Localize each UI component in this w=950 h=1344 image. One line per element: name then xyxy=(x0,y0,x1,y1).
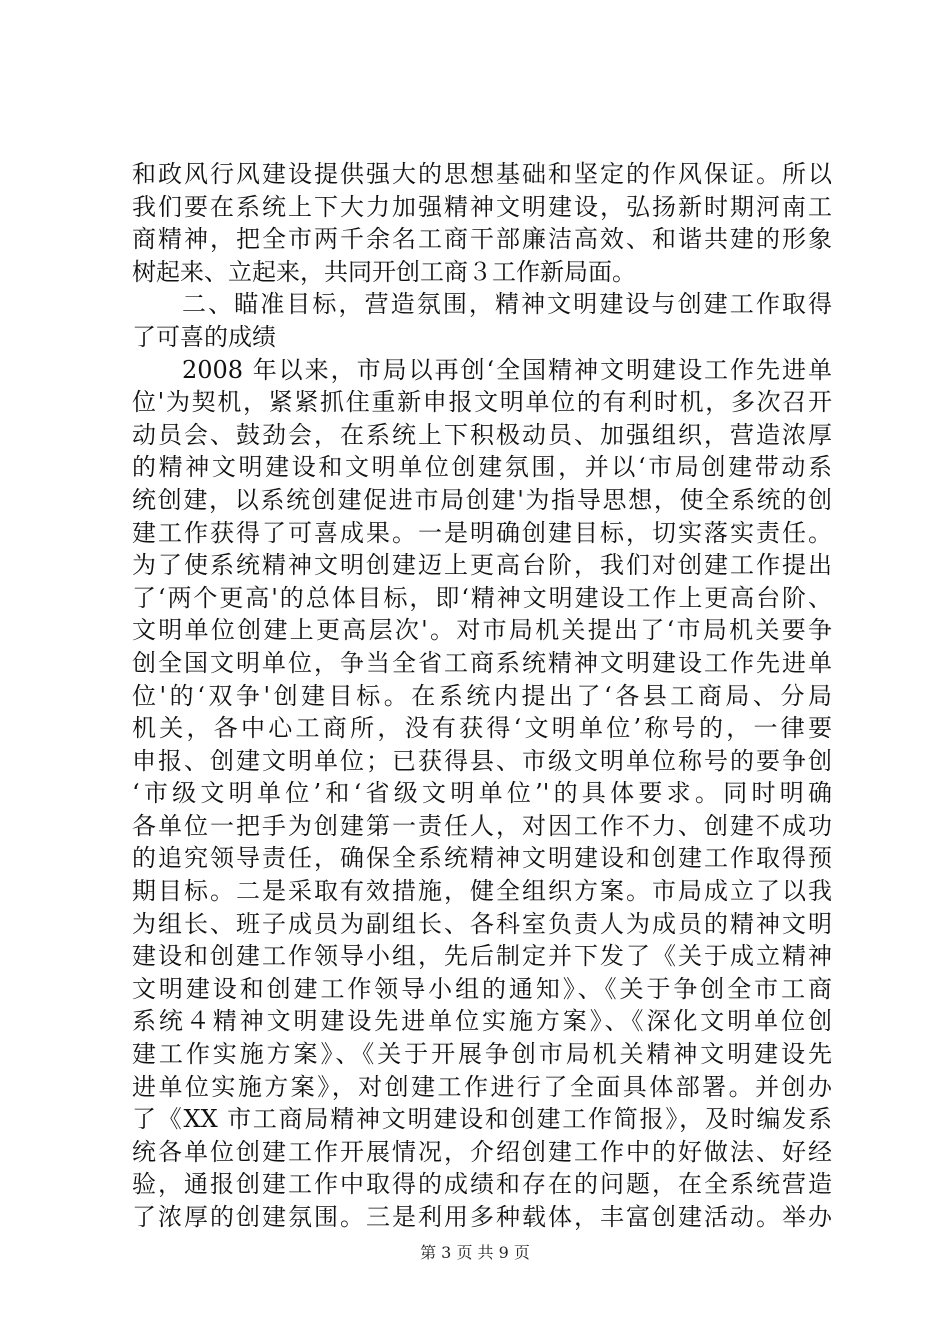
text-line: 建工作获得了可喜成果。一是明确创建目标，切实落实责任。 xyxy=(132,518,832,547)
text-line: 和政风行风建设提供强大的思想基础和坚定的作风保证。所以 xyxy=(132,160,832,188)
text-line: 位'的‘双争'创建目标。在系统内提出了‘各县工商局、分局 xyxy=(132,681,832,710)
text-line: 了可喜的成绩 xyxy=(132,322,276,351)
text-line: 期目标。二是采取有效措施，健全组织方案。市局成立了以我 xyxy=(132,877,832,906)
text-line: 2008 年以来，市局以再创‘全国精神文明建设工作先进单 xyxy=(182,355,832,384)
text-line: 了浓厚的创建氛围。三是利用多种载体，丰富创建活动。举办 xyxy=(132,1203,832,1231)
text-line: 各单位一把手为创建第一责任人，对因工作不力、创建不成功 xyxy=(132,811,832,840)
text-line: 树起来、立起来，共同开创工商３工作新局面。 xyxy=(132,257,636,286)
text-line: 文明建设和创建工作领导小组的通知》、《关于争创全市工商 xyxy=(132,974,832,1003)
text-line: 的精神文明建设和文明单位创建氛围，并以‘市局创建带动系 xyxy=(132,453,832,482)
text-line: 进单位实施方案》，对创建工作进行了全面具体部署。并创办 xyxy=(132,1072,832,1101)
text-line: 位'为契机，紧紧抓住重新申报文明单位的有利时机，多次召开 xyxy=(132,388,832,417)
body-text xyxy=(132,158,832,1234)
text-line: 建工作实施方案》、《关于开展争创市局机关精神文明建设先 xyxy=(132,1040,832,1069)
text-line: 建设和创建工作领导小组，先后制定并下发了《关于成立精神 xyxy=(132,942,832,971)
text-line: 二、瞄准目标，营造氛围，精神文明建设与创建工作取得 xyxy=(182,290,832,319)
text-line: 申报、创建文明单位；已获得县、市级文明单位称号的要争创 xyxy=(132,746,832,775)
text-line: 了《XX 市工商局精神文明建设和创建工作简报》，及时编发系 xyxy=(132,1105,832,1134)
text-line: 系统４精神文明建设先进单位实施方案》、《深化文明单位创 xyxy=(132,1007,832,1036)
text-line: 商精神，把全市两千余名工商干部廉洁高效、和谐共建的形象 xyxy=(132,225,832,254)
text-line: 了‘两个更高'的总体目标，即‘精神文明建设工作上更高台阶、 xyxy=(132,583,832,612)
text-line: 我们要在系统上下大力加强精神文明建设，弘扬新时期河南工 xyxy=(132,192,832,221)
text-line: 创全国文明单位，争当全省工商系统精神文明建设工作先进单 xyxy=(132,648,832,677)
text-line: ‘市级文明单位’和‘省级文明单位’'的具体要求。同时明确 xyxy=(132,779,832,808)
page-footer: 第 3 页 共 9 页 xyxy=(420,1243,530,1262)
text-line: 为组长、班子成员为副组长、各科室负责人为成员的精神文明 xyxy=(132,909,832,938)
text-line: 文明单位创建上更高层次'。对市局机关提出了‘市局机关要争 xyxy=(132,616,832,645)
text-line: 统各单位创建工作开展情况，介绍创建工作中的好做法、好经 xyxy=(132,1137,832,1166)
text-line: 机关，各中心工商所，没有获得‘文明单位’称号的，一律要 xyxy=(132,714,832,743)
text-line: 统创建，以系统创建促进市局创建'为指导思想，使全系统的创 xyxy=(132,485,832,514)
text-line: 的追究领导责任，确保全系统精神文明建设和创建工作取得预 xyxy=(132,844,832,873)
text-line: 验，通报创建工作中取得的成绩和存在的问题，在全系统营造 xyxy=(132,1170,832,1199)
text-line: 动员会、鼓劲会，在系统上下积极动员、加强组织，营造浓厚 xyxy=(132,420,832,449)
text-line: 为了使系统精神文明创建迈上更高台阶，我们对创建工作提出 xyxy=(132,551,832,580)
